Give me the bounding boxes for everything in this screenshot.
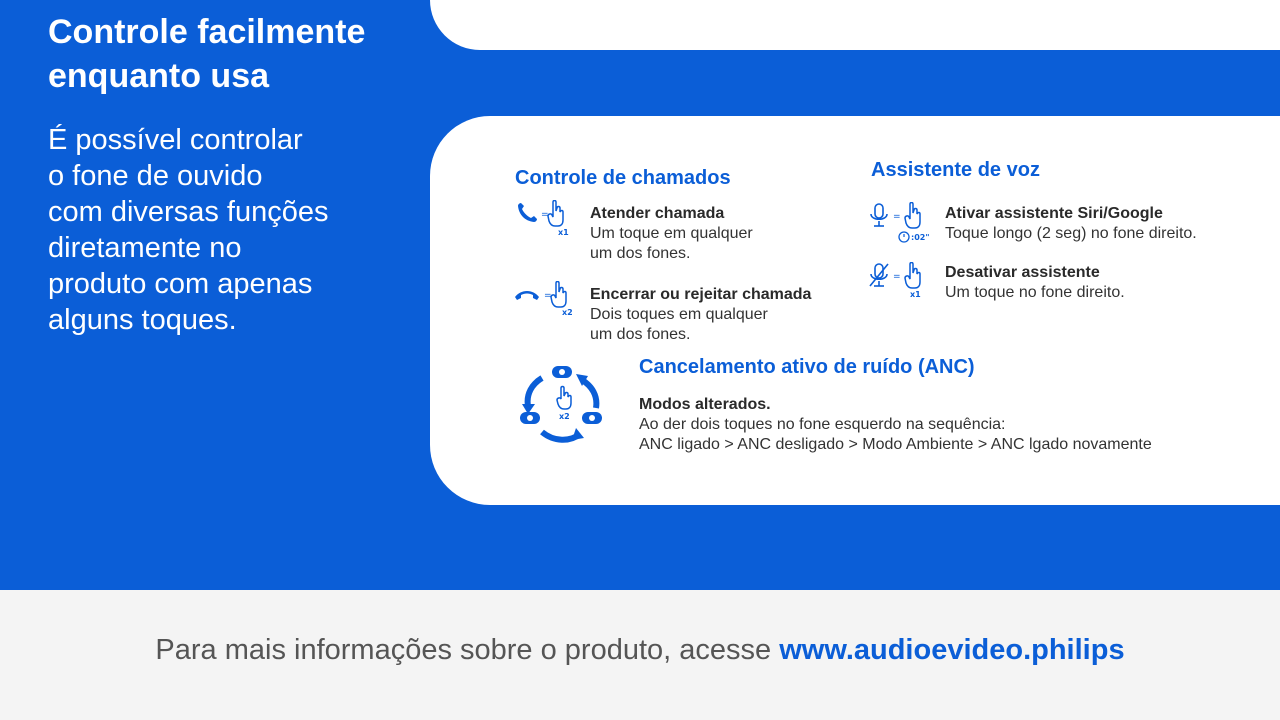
tap-count-label: x2 bbox=[559, 412, 570, 421]
timer-label: :02" bbox=[911, 233, 930, 242]
activate-assistant-title: Ativar assistente Siri/Google bbox=[945, 205, 1163, 222]
footer-text bbox=[0, 632, 1280, 668]
svg-text:=: = bbox=[544, 291, 552, 301]
answer-call-desc: Um toque em qualquer bbox=[590, 225, 753, 242]
microphone-off-icon bbox=[868, 262, 934, 302]
page-title-line-1: Controle facilmente bbox=[48, 13, 366, 51]
end-call-title: Encerrar ou rejeitar chamada bbox=[590, 286, 812, 303]
intro-text bbox=[48, 122, 408, 338]
intro-line: produto com apenas bbox=[48, 268, 313, 300]
activate-assistant-desc: Toque longo (2 seg) no fone direito. bbox=[945, 225, 1197, 242]
intro-line: com diversas funções bbox=[48, 196, 329, 228]
svg-text:=: = bbox=[893, 272, 901, 282]
top-white-band bbox=[430, 0, 1280, 50]
svg-text:=: = bbox=[893, 212, 901, 222]
anc-section-title: Cancelamento ativo de ruído (ANC) bbox=[639, 356, 975, 378]
intro-line: alguns toques. bbox=[48, 304, 237, 336]
anc-subtitle: Modos alterados. bbox=[639, 396, 771, 413]
footer-link[interactable]: www.audioevideo.philips bbox=[779, 634, 1125, 666]
tap-count-label: x1 bbox=[558, 228, 569, 237]
phone-answer-icon bbox=[515, 200, 577, 240]
calls-section-title: Controle de chamados bbox=[515, 167, 731, 189]
page-title bbox=[48, 10, 428, 98]
deactivate-assistant-title: Desativar assistente bbox=[945, 264, 1100, 281]
answer-call-item bbox=[590, 204, 753, 264]
anc-cycle-icon bbox=[518, 364, 608, 448]
microphone-icon bbox=[868, 202, 934, 244]
anc-desc-line-1: Ao der dois toques no fone esquerdo na sequência: bbox=[639, 416, 1006, 433]
tap-count-label: x2 bbox=[562, 308, 573, 317]
deactivate-assistant-item bbox=[945, 263, 1125, 303]
end-call-desc: Dois toques em qualquer bbox=[590, 306, 768, 323]
tap-count-label: x1 bbox=[910, 290, 921, 299]
phone-hangup-icon bbox=[513, 281, 577, 321]
answer-call-title: Atender chamada bbox=[590, 205, 725, 222]
anc-item bbox=[639, 395, 1152, 455]
anc-desc-line-2: ANC ligado > ANC desligado > Modo Ambiente > ANC lgado novamente bbox=[639, 436, 1152, 453]
intro-line: o fone de ouvido bbox=[48, 160, 263, 192]
answer-call-desc: um dos fones. bbox=[590, 245, 691, 262]
intro-line: diretamente no bbox=[48, 232, 242, 264]
page-title-line-2: enquanto usa bbox=[48, 57, 270, 95]
deactivate-assistant-desc: Um toque no fone direito. bbox=[945, 284, 1125, 301]
intro-line: É possível controlar bbox=[48, 124, 303, 156]
svg-text:=: = bbox=[541, 210, 549, 220]
end-call-desc: um dos fones. bbox=[590, 326, 691, 343]
activate-assistant-item bbox=[945, 204, 1197, 244]
end-call-item bbox=[590, 285, 811, 345]
voice-section-title: Assistente de voz bbox=[871, 159, 1040, 181]
footer-label: Para mais informações sobre o produto, acesse bbox=[155, 634, 780, 666]
